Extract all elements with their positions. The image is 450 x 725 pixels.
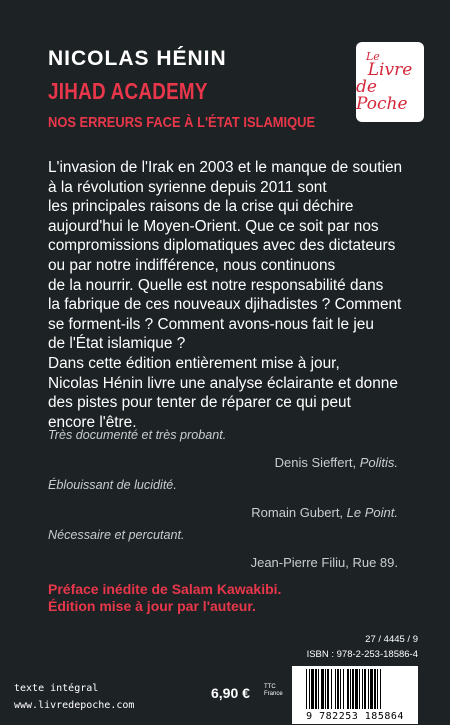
blurb-line: se forment-ils ? Comment avons-nous fait le jeu (48, 315, 374, 333)
barcode-bar (355, 669, 358, 709)
barcode-bar (370, 669, 373, 709)
blurb-line: de l'État islamique ? (48, 335, 186, 353)
review-quote: Éblouissant de lucidité. (48, 478, 177, 492)
blurb-line: les principales raisons de la crise qui déchire (48, 198, 354, 216)
publisher-logo (356, 42, 424, 122)
barcode-bar (318, 669, 319, 709)
barcode-bar (335, 669, 336, 709)
logo-line-3: de Poche (356, 77, 408, 114)
catalog-number: 27 / 4445 / 9 (365, 634, 418, 645)
barcode-bar (359, 669, 360, 709)
barcode-bar (377, 669, 378, 709)
edition-note: Édition mise à jour par l'auteur. (48, 598, 256, 614)
review-author: Jean-Pierre Filiu, Rue 89. (250, 555, 398, 570)
isbn: ISBN : 978-2-253-18586-4 (306, 649, 418, 660)
barcode-bar (331, 669, 332, 709)
logo-line-1: Le (366, 50, 380, 63)
barcode-bar (327, 669, 329, 709)
author-name: NICOLAS HÉNIN (48, 47, 227, 70)
book-title: JIHAD ACADEMY (48, 78, 208, 104)
review-source: Le Point. (346, 505, 398, 520)
barcode-bar (368, 669, 369, 709)
review-author: Denis Sieffert, (274, 455, 357, 470)
blurb-line: Nicolas Hénin livre une analyse éclairante et donne (48, 374, 398, 392)
barcode-bar (374, 669, 376, 709)
blurb-line: L'invasion de l'Irak en 2003 et le manque de soutien (48, 159, 403, 176)
review-credit (251, 505, 398, 520)
barcode-bar (380, 669, 381, 709)
barcode-bars (306, 669, 406, 709)
blurb-text (48, 158, 408, 432)
footer-left (14, 680, 134, 714)
barcode-bar (311, 669, 314, 709)
barcode-digits: 9 782253 185864 (306, 711, 404, 722)
website-link[interactable]: www.livredepoche.com (14, 700, 135, 711)
barcode-bar (306, 669, 307, 709)
barcode-bar (340, 669, 341, 709)
blurb-line: aujourd'hui le Moyen-Orient. Que ce soit par nos (48, 217, 379, 235)
blurb-line: des pistes pour tenter de réparer ce qui peut (48, 394, 351, 412)
price-note-france: France (264, 691, 283, 697)
barcode-bar (347, 669, 349, 709)
blurb-line: à la révolution syrienne depuis 2011 sont (48, 178, 327, 196)
price-note (264, 684, 283, 698)
review-source: Politis. (359, 455, 398, 470)
review-quote: Très documenté et très probant. (48, 428, 227, 442)
barcode-bar (362, 669, 363, 709)
barcode-bar (364, 669, 366, 709)
blurb-line: encore l'être. (48, 413, 137, 431)
barcode-bar (337, 669, 339, 709)
barcode-bar (352, 669, 354, 709)
review-credit (275, 455, 398, 470)
barcode-bar (343, 669, 344, 709)
barcode (292, 666, 418, 724)
barcode-area (292, 634, 418, 724)
blurb-line: la fabrique de ces nouveaux djihadistes ? Comment (48, 296, 402, 314)
barcode-bar (315, 669, 317, 709)
review-credit (251, 555, 398, 570)
price: 6,90 € (211, 685, 250, 701)
price-note-ttc: TTC (264, 684, 276, 690)
barcode-bar (321, 669, 324, 709)
blurb-line: de la nourrir. Quelle est notre responsabilité dans (48, 276, 384, 294)
text-integral-label: texte intégral (14, 683, 99, 694)
barcode-bar (309, 669, 310, 709)
barcode-bar (350, 669, 351, 709)
edition-note: Préface inédite de Salam Kawakibi. (48, 581, 282, 597)
blurb-line: ou par notre indifférence, nous continuons (48, 256, 336, 274)
barcode-bar (325, 669, 326, 709)
blurb-line: Dans cette édition entièrement mise à jour, (48, 354, 340, 372)
book-subtitle: NOS ERREURS FACE À L'ÉTAT ISLAMIQUE (48, 114, 316, 131)
blurb-line: compromissions diplomatiques avec des dictateurs (48, 237, 396, 255)
review-quote: Nécessaire et percutant. (48, 528, 185, 542)
logo-line-2: Livre (367, 60, 413, 80)
review-author: Romain Gubert, (251, 505, 344, 520)
